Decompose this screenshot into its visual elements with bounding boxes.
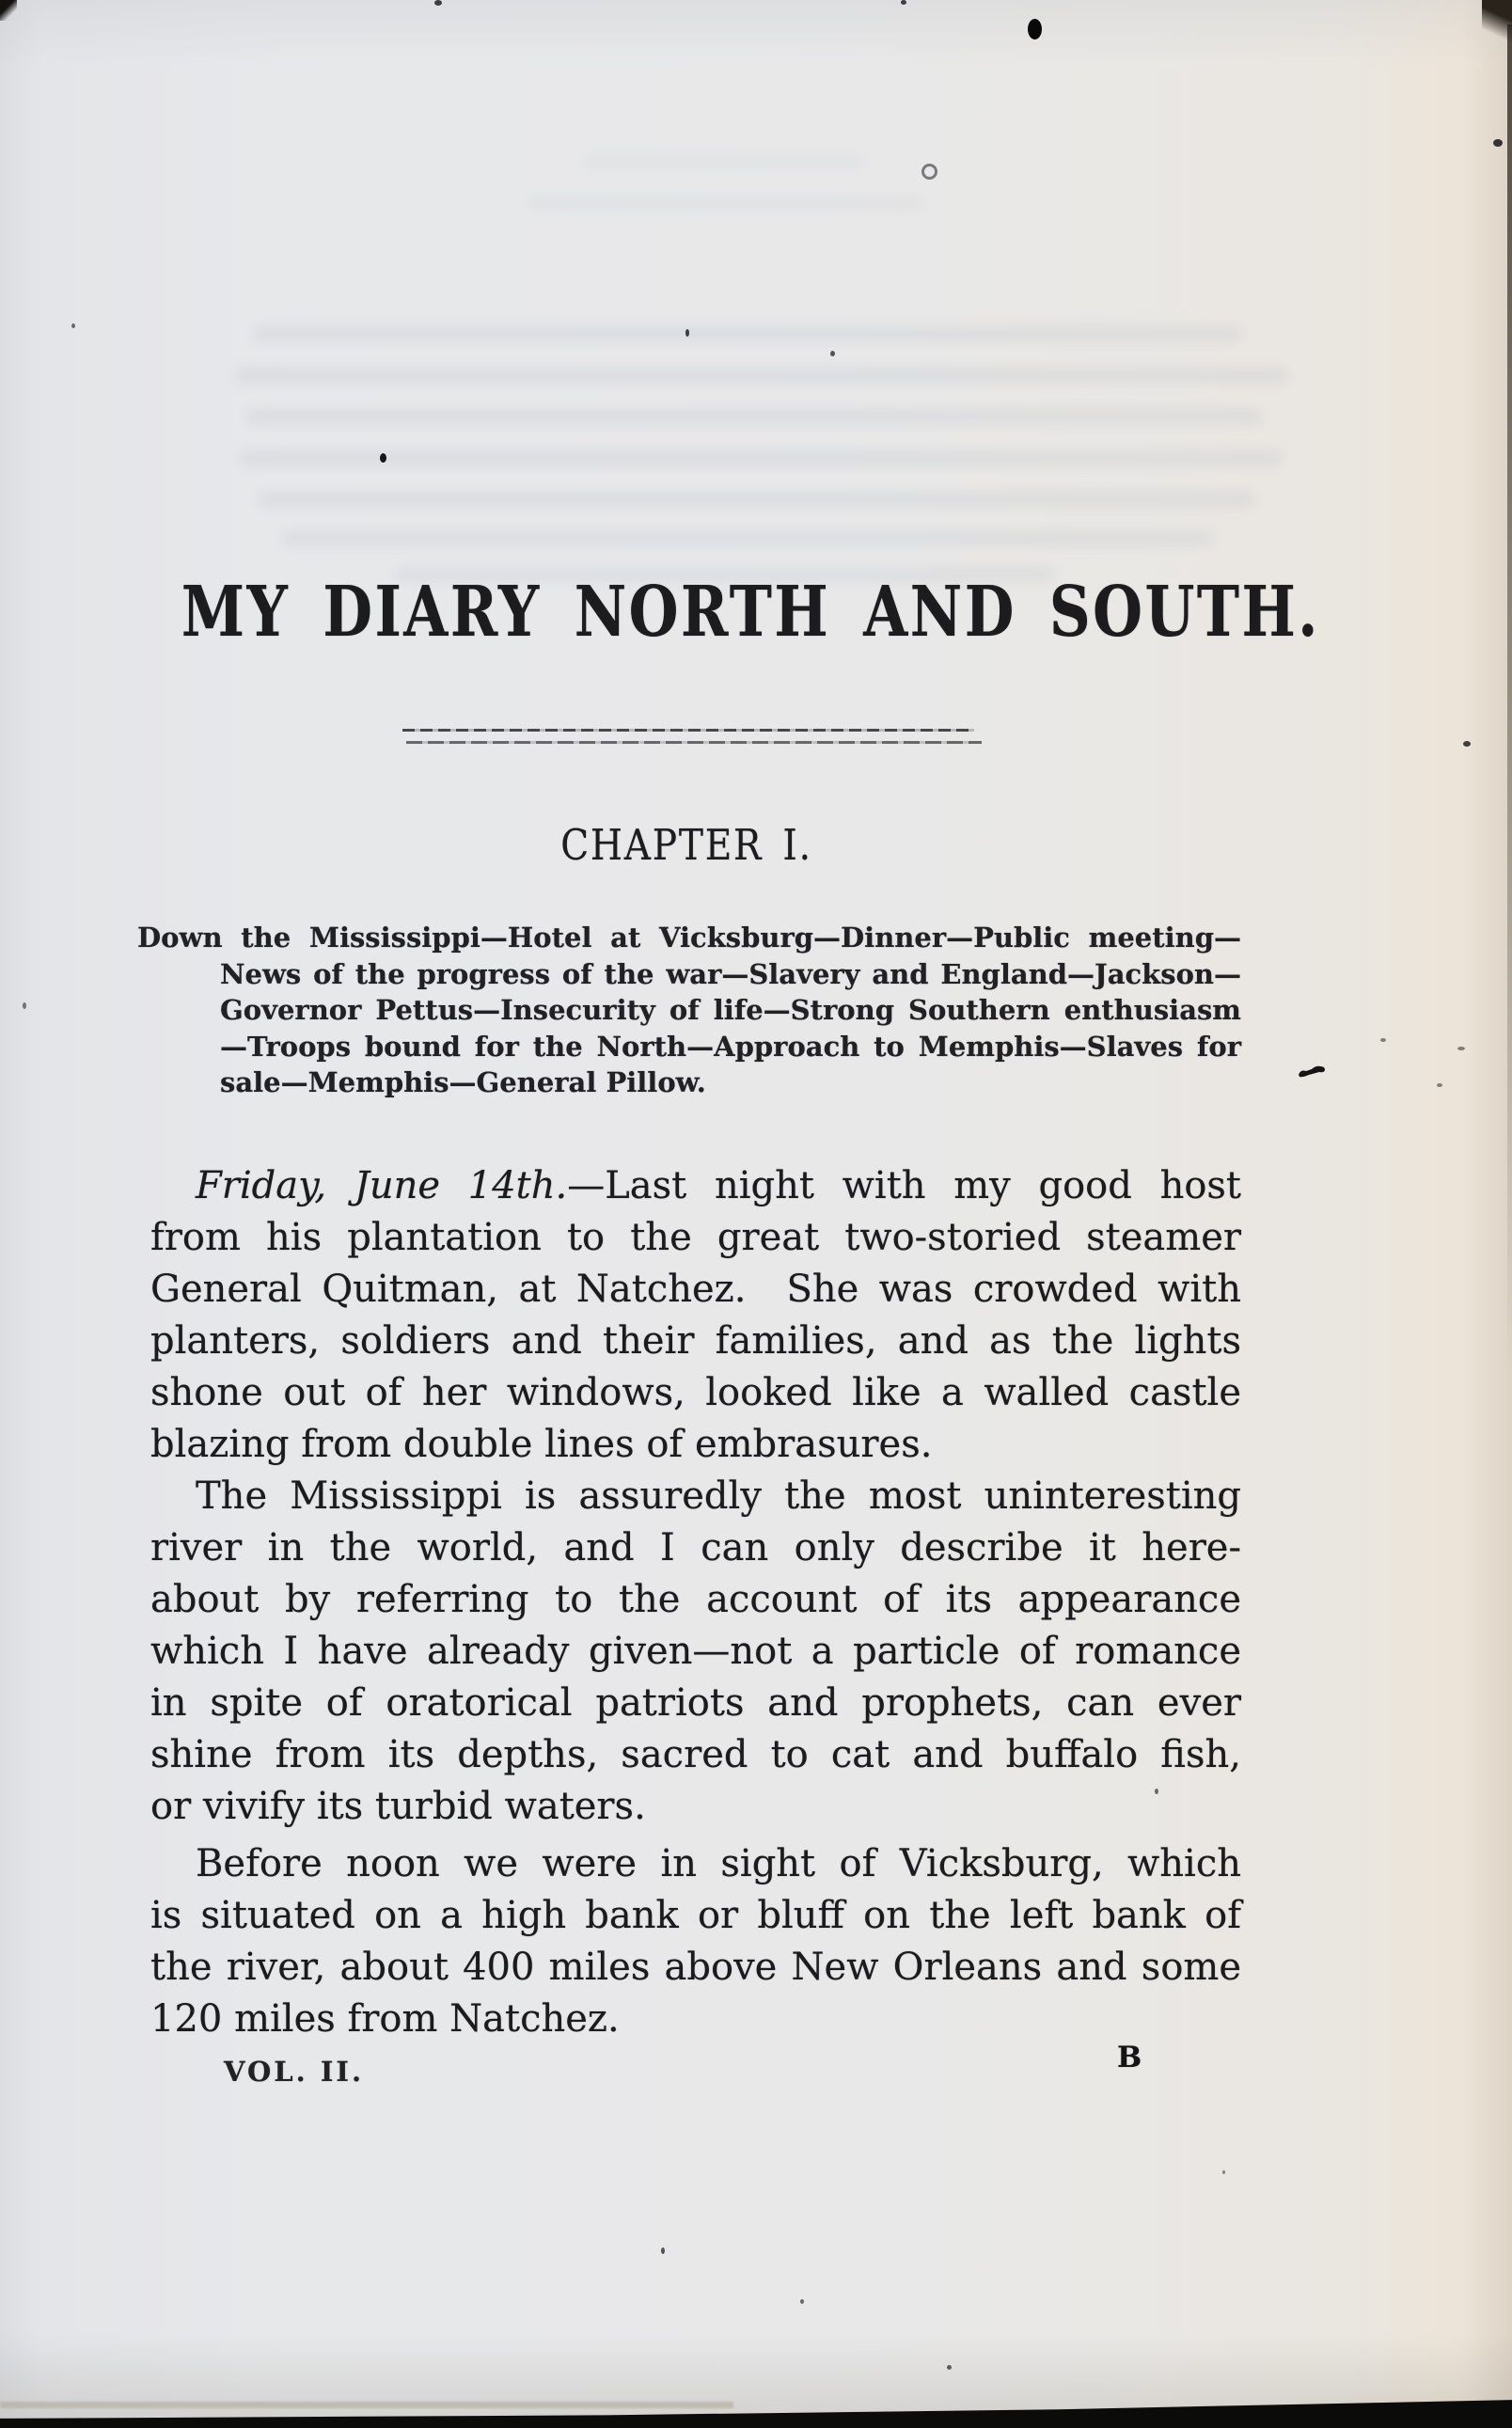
body-line: which I have already given—not a particle of romance	[150, 1630, 1241, 1673]
body-line: or vivify its turbid waters.	[150, 1785, 646, 1828]
bleed-through-line	[240, 449, 1284, 466]
ink-speck	[901, 0, 906, 5]
diary-date: Friday, June 14th.	[196, 1164, 568, 1207]
ink-speck	[1463, 741, 1471, 747]
body-line: blazing from double lines of embrasures.	[150, 1423, 933, 1466]
body-line: the river, about 400 miles above New Orleans and some	[150, 1946, 1241, 1989]
body-line: from his plantation to the great two-storied steamer	[150, 1216, 1241, 1259]
body-line: in spite of oratorical patriots and prophets, can ever	[150, 1681, 1241, 1725]
page-edge-right	[1507, 24, 1512, 1369]
ink-speck	[1437, 1083, 1442, 1087]
divider-rule-top	[402, 729, 974, 732]
ink-speck	[1028, 19, 1042, 39]
synopsis-line: Governor Pettus—Insecurity of life—Strong Southern enthusiasm	[220, 994, 1241, 1026]
synopsis-line: Down the Mississippi—Hotel at Vicksburg—Dinner—Public meeting—	[137, 922, 1241, 954]
bleed-through-line	[254, 325, 1241, 342]
page-edge-bottom-strip	[0, 2402, 733, 2408]
ink-speck	[921, 164, 937, 180]
ink-speck	[830, 351, 835, 356]
bleed-through-line	[527, 196, 921, 211]
body-text	[150, 1160, 1241, 2045]
synopsis-line: News of the progress of the war—Slavery and England—Jackson—	[220, 957, 1241, 990]
ink-speck	[1493, 139, 1503, 147]
ink-speck	[1155, 1789, 1158, 1794]
page-edge-top-left	[0, 0, 17, 21]
body-line: planters, soldiers and their families, and as the lights	[150, 1319, 1241, 1363]
bleed-through-line	[259, 491, 1255, 508]
body-line	[150, 1160, 1241, 1212]
body-line: General Quitman, at Natchez. She was crowded with	[150, 1268, 1241, 1311]
ink-speck	[800, 2299, 804, 2304]
body-line: The Mississippi is assuredly the most uninteresting	[196, 1474, 1241, 1518]
chapter-synopsis	[137, 920, 1241, 1101]
ink-speck	[947, 2365, 952, 2370]
bleed-through-line	[583, 154, 865, 169]
body-line: is situated on a high bank or bluff on the left bank of	[150, 1894, 1241, 1937]
body-line: 120 miles from Natchez.	[150, 1997, 620, 2041]
ink-speck	[661, 2247, 665, 2254]
body-line: about by referring to the account of its appearance	[150, 1578, 1241, 1621]
paragraph	[150, 1160, 1241, 1471]
synopsis-line: —Troops bound for the North—Approach to Memphis—Slaves for	[220, 1030, 1241, 1063]
body-line: Before noon we were in sight of Vicksburg, which	[196, 1842, 1241, 1885]
volume-footer: VOL. II.	[224, 2056, 365, 2088]
paragraph	[150, 1838, 1241, 2045]
ink-speck	[1222, 2170, 1225, 2174]
body-line: river in the world, and I can only describe it here-	[150, 1526, 1241, 1569]
body-line: shone out of her windows, looked like a walled castle	[150, 1371, 1241, 1414]
margin-ink-mark	[1296, 1059, 1330, 1085]
ink-speck	[685, 329, 689, 337]
page-title: MY DIARY NORTH AND SOUTH.	[181, 572, 1320, 653]
bleed-through-line	[282, 530, 1213, 546]
ink-speck	[71, 323, 75, 328]
ink-speck	[1457, 1047, 1465, 1050]
page-edge-bottom	[0, 2394, 1512, 2428]
ink-speck	[380, 453, 386, 463]
ink-speck	[434, 0, 442, 6]
chapter-heading: CHAPTER I.	[560, 820, 812, 870]
body-line-rest: —Last night with my good host	[567, 1164, 1242, 1207]
body-line: shine from its depths, sacred to cat and buffalo fish,	[150, 1733, 1241, 1776]
bleed-through-line	[235, 367, 1288, 384]
ink-speck	[23, 1002, 26, 1009]
paragraph	[150, 1471, 1241, 1833]
divider-rule-bottom	[406, 741, 982, 744]
bleed-through-line	[246, 408, 1262, 425]
synopsis-line: sale—Memphis—General Pillow.	[220, 1066, 706, 1098]
signature-mark: B	[1117, 2041, 1142, 2074]
ink-speck	[1380, 1038, 1386, 1042]
